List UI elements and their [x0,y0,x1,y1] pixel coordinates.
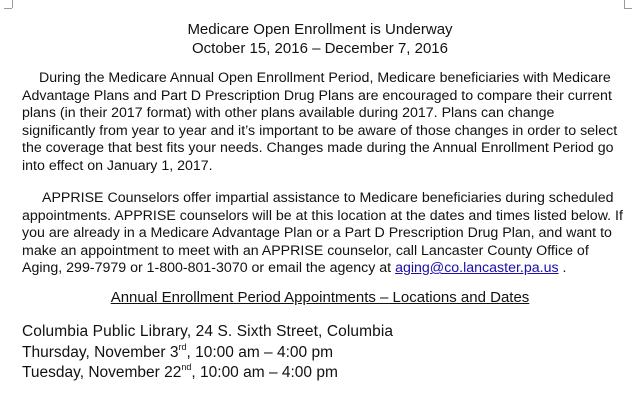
appointment-day: Tuesday, November 22 [22,364,182,381]
apprise-paragraph [22,190,626,278]
appointment-day-suffix: rd [178,342,187,352]
apprise-paragraph-trailing: . [558,260,567,276]
crop-mark-top-right-v [624,0,625,8]
crop-mark-top-left-h [4,8,12,9]
document-title [0,20,640,58]
location-name: Columbia Public Library, 24 S. Sixth Street, Columbia [22,323,394,340]
appointment-time: , 10:00 am – 4:00 pm [191,364,338,381]
appointment-time: , 10:00 am – 4:00 pm [186,344,333,361]
appointment-day: Thursday, November 3 [22,344,179,361]
crop-mark-top-right-h [624,8,632,9]
apprise-paragraph-text: APPRISE Counselors offer impartial assistance to Medicare beneficiaries during scheduled appointments. APPRISE counselors will be at this location at the dates and times listed below. If you are already in a Medicare Advantage Plan or a Part D Prescription Drug Plan, and want to make an appointment to meet with an APPRISE counselor, call Lancaster County Office of Aging, 299-7979 or 1-800-801-3070 or email the agency at [22,190,623,276]
appointment-line [22,363,338,383]
appointments-heading: Annual Enrollment Period Appointments – Locations and Dates [110,289,530,306]
appointment-day-suffix: nd [181,362,192,372]
email-link[interactable]: aging@co.lancaster.pa.us [395,260,559,276]
title-line-1: Medicare Open Enrollment is Underway [187,21,453,38]
intro-paragraph: During the Medicare Annual Open Enrollment Period, Medicare beneficiaries with Medicare Advantage Plans and Part D Prescription Drug Plans are encouraged to compare their current plans (in their 2017 format) with other plans available during 2017. Plans can change significantly from year to year and it’s important to be aware of those changes in order to select the coverage that best fits your needs. Changes made during the Annual Enrollment Period go into effect on January 1, 2017. [22,70,618,174]
title-line-2: October 15, 2016 – December 7, 2016 [192,40,448,57]
appointment-line [22,343,333,363]
crop-mark-top-left-v [12,0,13,8]
